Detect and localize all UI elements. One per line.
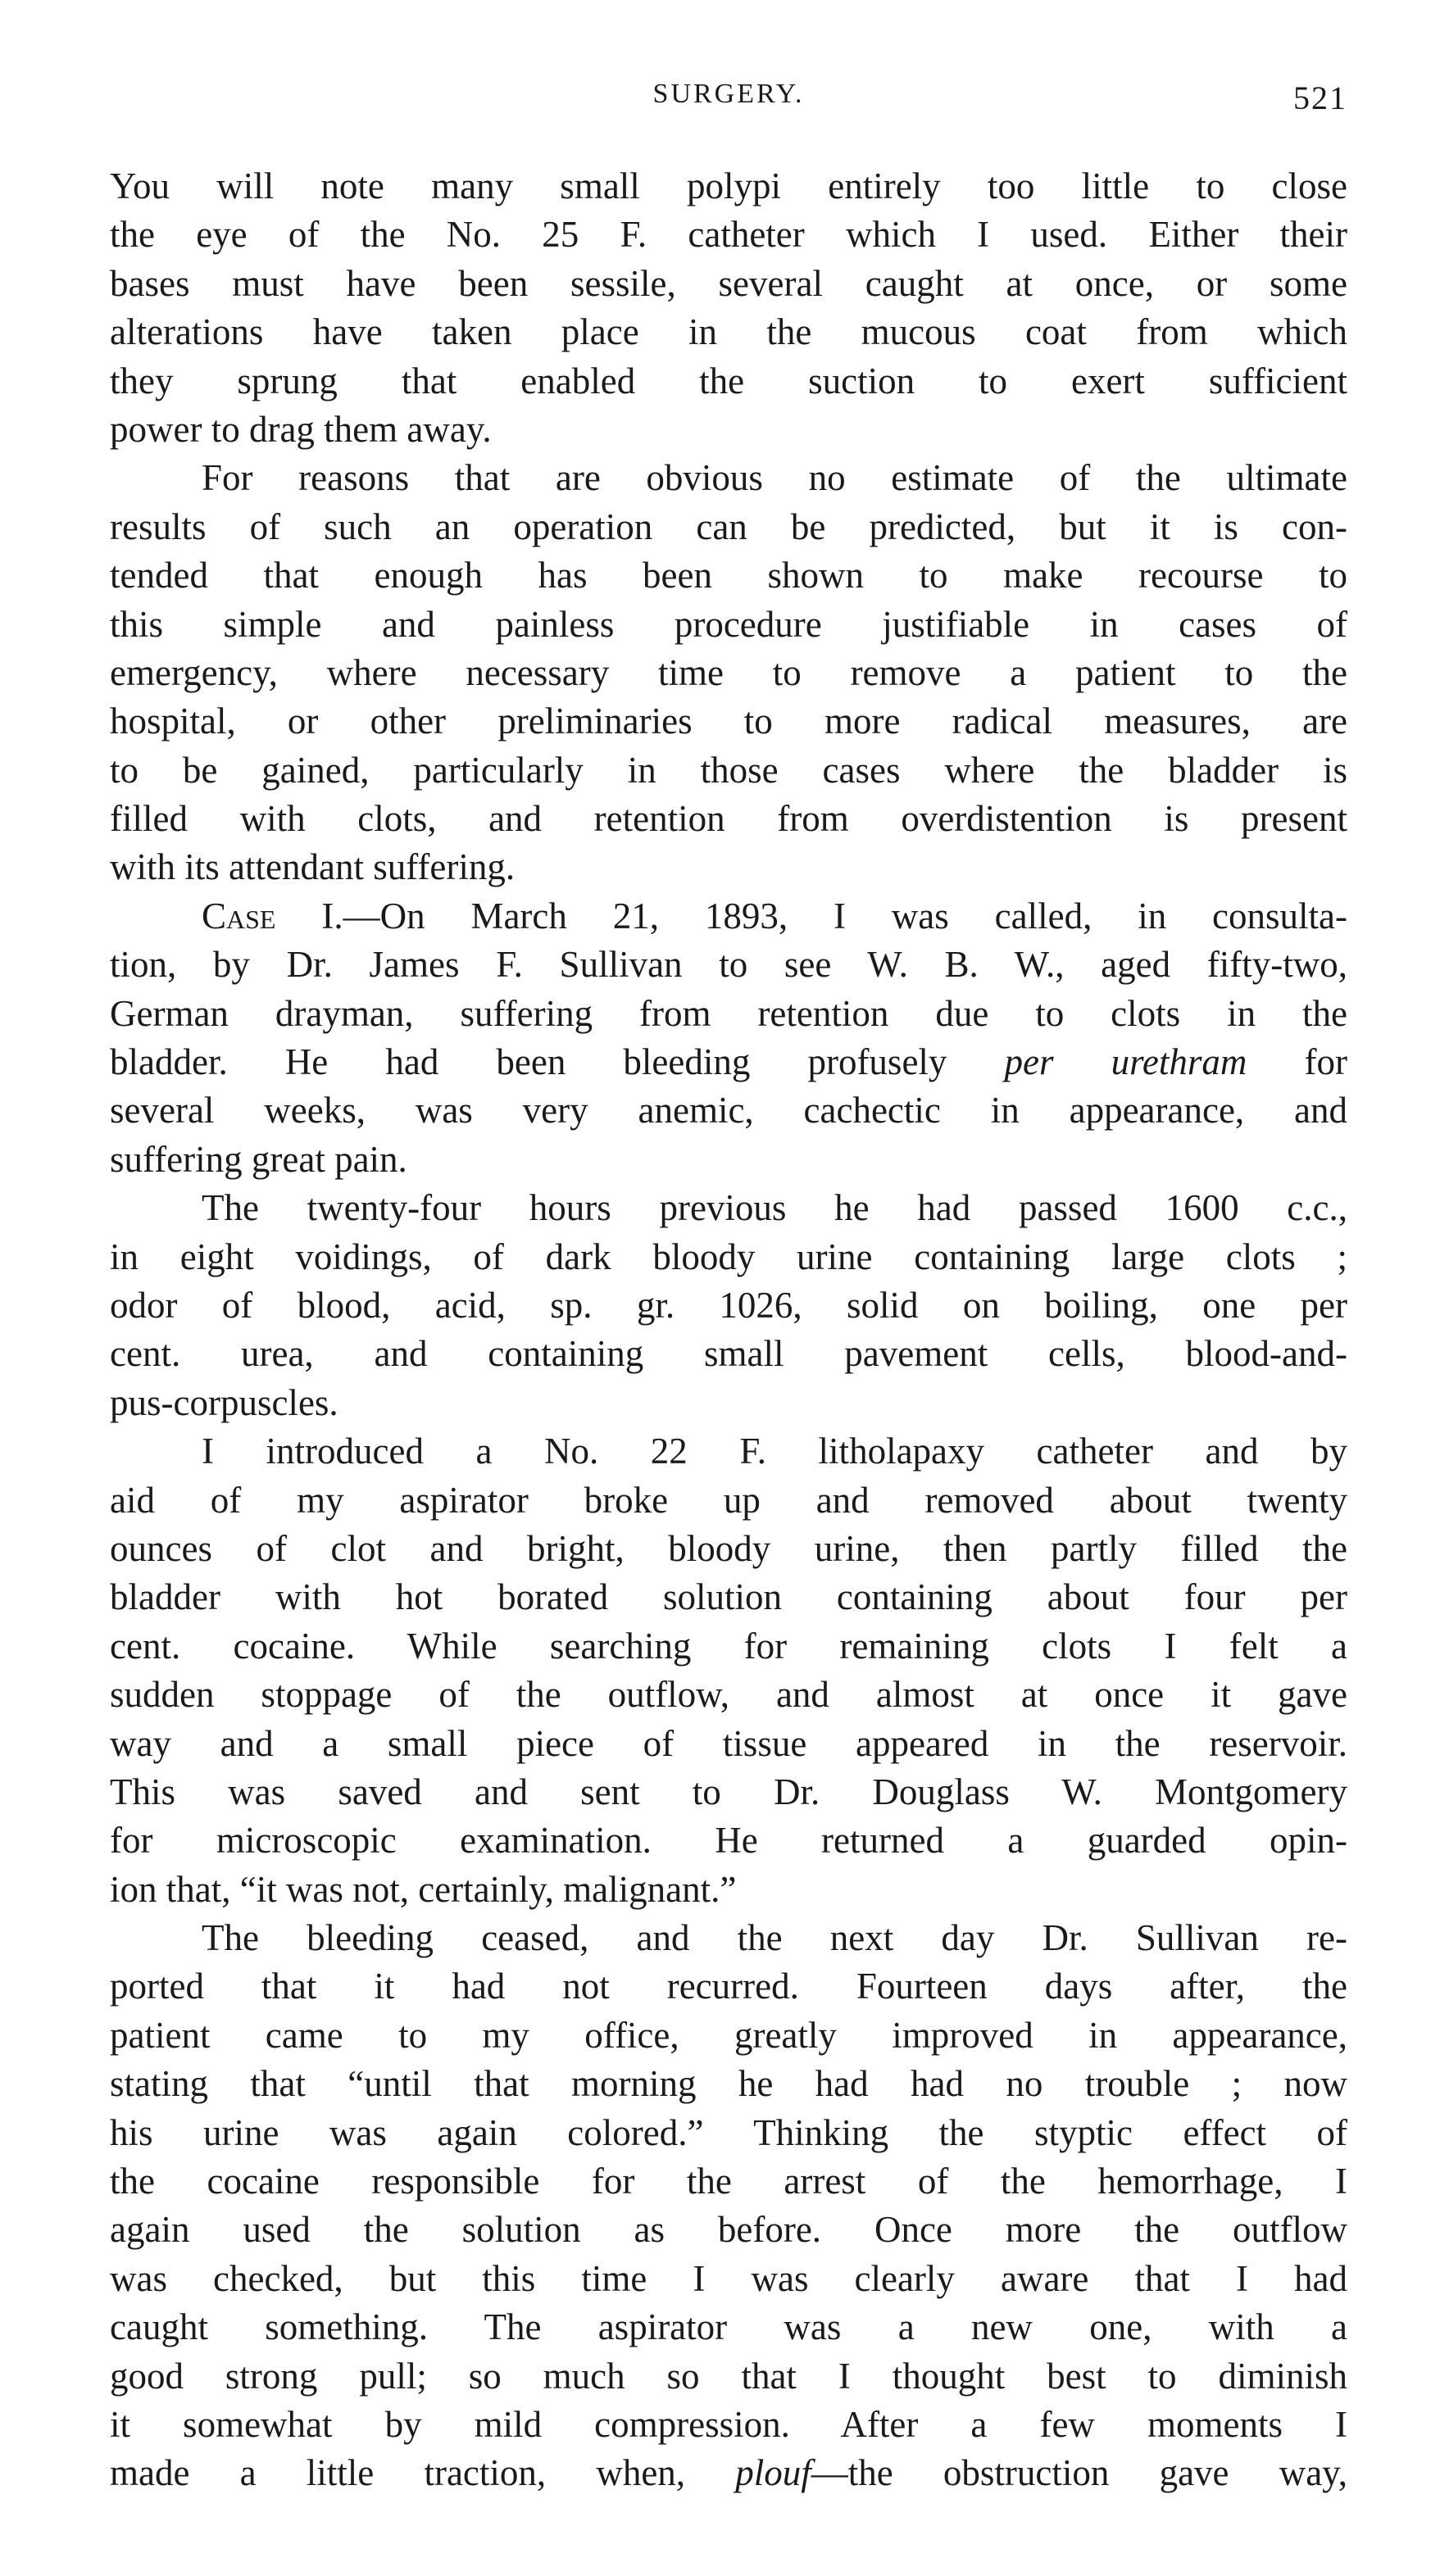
text-line: sudden stoppage of the outflow, and almost at once it gave [110,1674,1347,1716]
italic-phrase: plouf [735,2452,811,2494]
text-line [110,2449,1347,2497]
text-line: they sprung that enabled the suction to exert sufficient [110,360,1347,401]
text-line: results of such an operation can be predicted, but it is con- [110,506,1347,547]
text-line: ounces of clot and bright, bloody urine, then partly filled the [110,1527,1347,1569]
text-line: was checked, but this time I was clearly aware that I had [110,2257,1347,2299]
page-number: 521 [1293,79,1347,116]
text-line: tended that enough has been shown to make recourse to [110,555,1347,596]
text-line: to be gained, particularly in those cases where the bladder is [110,749,1347,791]
text-line: filled with clots, and retention from overdistention is present [110,798,1347,840]
text-line: several weeks, was very anemic, cachectic in appearance, and [110,1090,1347,1132]
text-line-after: —the obstruction gave way, [811,2452,1347,2494]
text-line: I introduced a No. 22 F. litholapaxy catheter and by [202,1431,1347,1472]
text-line: stating that “until that morning he had had no trouble ; now [110,2063,1347,2105]
text-line: You will note many small polypi entirely too little to close [110,166,1347,206]
text-line: bladder with hot borated solution containing about four per [110,1576,1347,1618]
text-line: caught something. The aspirator was a new one, with a [110,2306,1347,2348]
text-line-before: made a little traction, when, [110,2452,736,2494]
text-line: pus-corpuscles. [110,1381,338,1423]
text-line: it somewhat by mild compression. After a few moments I [110,2403,1347,2445]
text-line: for microscopic examination. He returned a guarded opin- [110,1820,1347,1862]
text-line: For reasons that are obvious no estimate of the ultimate [202,457,1347,499]
text-line: suffering great pain. [110,1138,407,1180]
text-line: aid of my aspirator broke up and removed about twenty [110,1479,1347,1521]
text-line: German drayman, suffering from retention due to clots in the [110,992,1347,1034]
text-line: cent. cocaine. While searching for remaining clots I felt a [110,1625,1347,1667]
text-line: his urine was again colored.” Thinking the styptic effect of [110,2111,1347,2153]
italic-phrase: per urethram [1004,1041,1247,1083]
text-line-before: bladder. He had been bleeding profusely [110,1041,1005,1083]
text-line: good strong pull; so much so that I thought best to diminish [110,2355,1347,2397]
text-line: hospital, or other preliminaries to more radical measures, are [110,701,1347,742]
text-line: ported that it had not recurred. Fourteen days after, the [110,1966,1347,2007]
text-line: the cocaine responsible for the arrest of the hemorrhage, I [110,2161,1347,2202]
text-line: this simple and painless procedure justifiable in cases of [110,603,1347,645]
text-line: the eye of the No. 25 F. catheter which I used. Either their [110,214,1347,256]
text-line-after: for [1247,1041,1347,1083]
text-line: with its attendant suffering. [110,846,516,888]
case-label: Case I. [202,895,343,937]
text-line: in eight voidings, of dark bloody urine containing large clots ; [110,1236,1347,1277]
text-line: bases must have been sessile, several caught at once, or some [110,262,1347,304]
running-head [110,79,1347,118]
text-line: tion, by Dr. James F. Sullivan to see W. B. W., aged fifty-two, [110,944,1347,986]
text-line: ion that, “it was not, certainly, malignant.” [110,1868,737,1910]
text-line: patient came to my office, greatly improved in appearance, [110,2014,1347,2056]
text-line [110,1038,1347,1086]
text-line: cent. urea, and containing small pavement cells, blood-and- [110,1333,1347,1375]
text-line: way and a small piece of tissue appeared in the reservoir. [110,1722,1347,1764]
text-line: The twenty-four hours previous he had passed 1600 c.c., [202,1187,1347,1229]
text-line: odor of blood, acid, sp. gr. 1026, solid on boiling, one per [110,1284,1347,1326]
text-line: The bleeding ceased, and the next day Dr. Sullivan re- [202,1917,1347,1959]
text-line-rest: —On March 21, 1893, I was called, in consulta- [343,895,1348,937]
text-line: emergency, where necessary time to remove a patient to the [110,651,1347,693]
text-line: power to drag them away. [110,408,492,450]
text-line [110,892,1347,941]
text-line: alterations have taken place in the mucous coat from which [110,311,1347,353]
body-text [110,162,1347,2498]
text-line: This was saved and sent to Dr. Douglass W. Montgomery [110,1771,1347,1812]
text-line: again used the solution as before. Once more the outflow [110,2209,1347,2251]
running-title: SURGERY. [652,79,805,109]
